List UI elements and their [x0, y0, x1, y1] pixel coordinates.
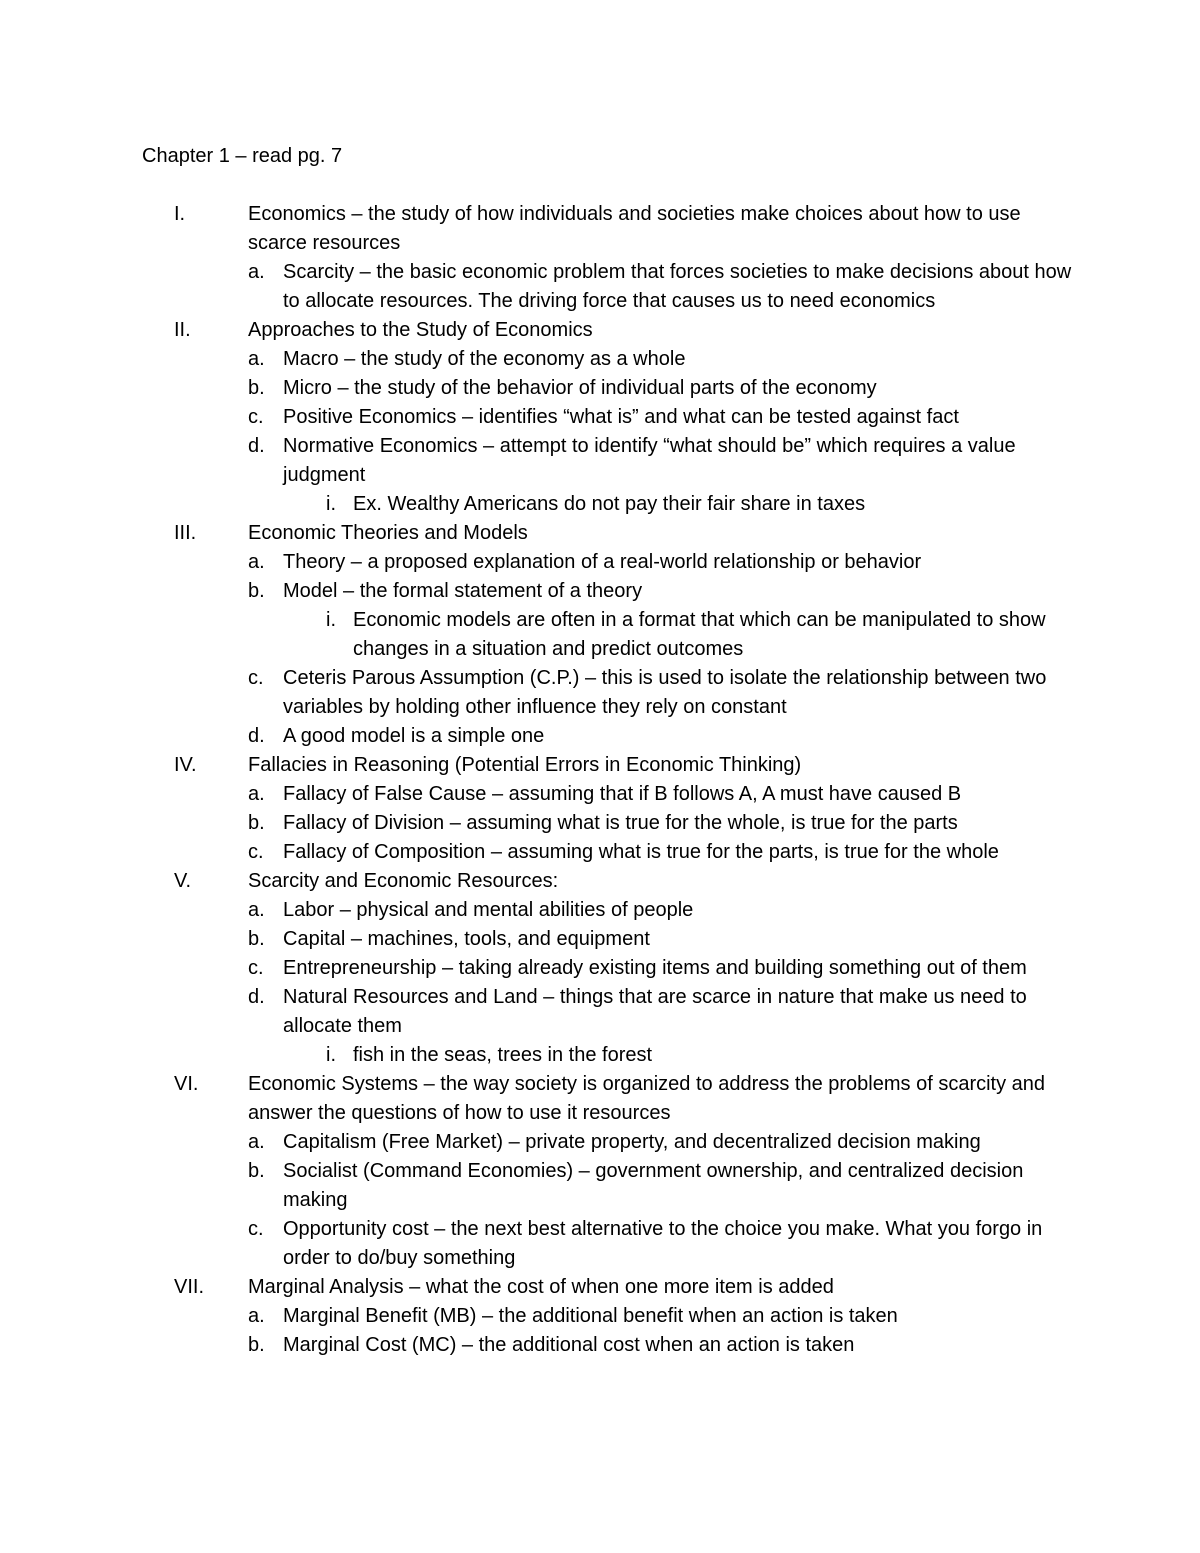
- outline-item-text: Economic Theories and Models: [248, 522, 528, 544]
- outline-item-text: Entrepreneurship – taking already existing items and building something out of them: [283, 957, 1027, 979]
- outline-item-level-2: [0, 664, 1200, 722]
- outline-item-level-2: [0, 1128, 1200, 1157]
- outline-item-text: Labor – physical and mental abilities of people: [283, 899, 694, 921]
- outline-item-text: Fallacy of Composition – assuming what is true for the parts, is true for the whole: [283, 841, 999, 863]
- outline-item-level-1: [0, 200, 1200, 258]
- outline-item-level-3: [0, 490, 1200, 519]
- outline-item-text: Marginal Analysis – what the cost of when one more item is added: [248, 1276, 834, 1298]
- outline-item-level-2: [0, 983, 1200, 1041]
- outline-item-number: b.: [248, 1160, 265, 1182]
- outline-item-text: Approaches to the Study of Economics: [248, 319, 593, 341]
- outline-item-text: Fallacy of Division – assuming what is true for the whole, is true for the parts: [283, 812, 958, 834]
- outline-item-number: IV.: [174, 754, 197, 776]
- outline-item-level-2: [0, 374, 1200, 403]
- outline-item-level-2: [0, 838, 1200, 867]
- outline-item-number: b.: [248, 812, 265, 834]
- outline-item-number: c.: [248, 841, 264, 863]
- outline-list: [0, 200, 1200, 1360]
- outline-item-text: A good model is a simple one: [283, 725, 545, 747]
- outline-item-text: Economics – the study of how individuals and societies make choices about how to use scarce resources: [248, 203, 1021, 254]
- outline-item-number: VII.: [174, 1276, 205, 1298]
- outline-item-level-3: [0, 606, 1200, 664]
- outline-item-number: i.: [326, 609, 336, 631]
- outline-item-number: i.: [326, 1044, 336, 1066]
- outline-item-number: a.: [248, 1131, 265, 1153]
- outline-item-number: a.: [248, 783, 265, 805]
- outline-item-number: c.: [248, 667, 264, 689]
- outline-item-level-2: [0, 1331, 1200, 1360]
- outline-item-level-2: [0, 432, 1200, 490]
- outline-item-number: II.: [174, 319, 191, 341]
- outline-item-text: Scarcity and Economic Resources:: [248, 870, 559, 892]
- outline-item-level-1: [0, 751, 1200, 780]
- outline-item-text: Opportunity cost – the next best alternative to the choice you make. What you forgo in order to do/buy something: [283, 1218, 1043, 1269]
- outline-item-number: III.: [174, 522, 197, 544]
- outline-item-number: b.: [248, 377, 265, 399]
- outline-item-level-2: [0, 345, 1200, 374]
- outline-item-number: VI.: [174, 1073, 199, 1095]
- outline-item-number: b.: [248, 1334, 265, 1356]
- outline-item-number: c.: [248, 406, 264, 428]
- outline-item-level-2: [0, 809, 1200, 838]
- outline-item-text: Capitalism (Free Market) – private property, and decentralized decision making: [283, 1131, 981, 1153]
- outline-item-number: c.: [248, 1218, 264, 1240]
- outline-item-number: a.: [248, 551, 265, 573]
- outline-item-number: d.: [248, 435, 265, 457]
- outline-item-level-1: [0, 519, 1200, 548]
- outline-item-level-2: [0, 1157, 1200, 1215]
- outline-item-text: Model – the formal statement of a theory: [283, 580, 643, 602]
- outline-item-text: Macro – the study of the economy as a whole: [283, 348, 686, 370]
- outline-item-level-2: [0, 1302, 1200, 1331]
- outline-item-text: Fallacy of False Cause – assuming that if B follows A, A must have caused B: [283, 783, 962, 805]
- outline-item-text: Natural Resources and Land – things that are scarce in nature that make us need to allocate them: [283, 986, 1027, 1037]
- outline-item-text: Theory – a proposed explanation of a real-world relationship or behavior: [283, 551, 922, 573]
- outline-item-number: I.: [174, 203, 186, 225]
- outline-item-text: Economic models are often in a format that which can be manipulated to show changes in a situation and predict outcomes: [353, 609, 1046, 660]
- outline-item-level-2: [0, 403, 1200, 432]
- outline-item-text: Marginal Cost (MC) – the additional cost when an action is taken: [283, 1334, 855, 1356]
- outline-item-text: Micro – the study of the behavior of individual parts of the economy: [283, 377, 877, 399]
- outline-item-number: d.: [248, 725, 265, 747]
- outline-item-text: Capital – machines, tools, and equipment: [283, 928, 650, 950]
- outline-item-text: Positive Economics – identifies “what is” and what can be tested against fact: [283, 406, 959, 428]
- outline-item-text: Normative Economics – attempt to identify “what should be” which requires a value judgment: [283, 435, 1016, 486]
- outline-item-text: Scarcity – the basic economic problem that forces societies to make decisions about how to allocate resources. The driving force that causes us to need economics: [283, 261, 1072, 312]
- outline-item-level-2: [0, 548, 1200, 577]
- outline-item-level-2: [0, 780, 1200, 809]
- outline-item-text: Socialist (Command Economies) – government ownership, and centralized decision making: [283, 1160, 1024, 1211]
- outline-item-level-2: [0, 1215, 1200, 1273]
- outline-item-level-2: [0, 954, 1200, 983]
- outline-item-number: b.: [248, 928, 265, 950]
- outline-item-level-1: [0, 1273, 1200, 1302]
- outline-item-number: a.: [248, 348, 265, 370]
- page-title: Chapter 1 – read pg. 7: [142, 145, 343, 167]
- outline-item-level-2: [0, 577, 1200, 606]
- outline-item-number: a.: [248, 899, 265, 921]
- outline-item-number: i.: [326, 493, 336, 515]
- outline-item-text: fish in the seas, trees in the forest: [353, 1044, 653, 1066]
- outline-item-text: Ceteris Parous Assumption (C.P.) – this is used to isolate the relationship between two variables by holding other influence they rely on constant: [283, 667, 1047, 718]
- outline-item-text: Fallacies in Reasoning (Potential Errors in Economic Thinking): [248, 754, 802, 776]
- outline-item-level-2: [0, 722, 1200, 751]
- outline-item-text: Ex. Wealthy Americans do not pay their fair share in taxes: [353, 493, 866, 515]
- outline-item-number: a.: [248, 1305, 265, 1327]
- outline-item-level-1: [0, 1070, 1200, 1128]
- outline-item-level-2: [0, 258, 1200, 316]
- outline-item-number: d.: [248, 986, 265, 1008]
- outline-item-level-1: [0, 867, 1200, 896]
- outline-item-level-2: [0, 896, 1200, 925]
- outline-item-number: V.: [174, 870, 192, 892]
- outline-item-number: c.: [248, 957, 264, 979]
- outline-item-text: Marginal Benefit (MB) – the additional benefit when an action is taken: [283, 1305, 898, 1327]
- outline-item-text: Economic Systems – the way society is organized to address the problems of scarcity and answer the questions of how to use it resources: [248, 1073, 1046, 1124]
- outline-item-level-2: [0, 925, 1200, 954]
- outline-item-number: a.: [248, 261, 265, 283]
- outline-item-level-3: [0, 1041, 1200, 1070]
- outline-item-number: b.: [248, 580, 265, 602]
- outline-item-level-1: [0, 316, 1200, 345]
